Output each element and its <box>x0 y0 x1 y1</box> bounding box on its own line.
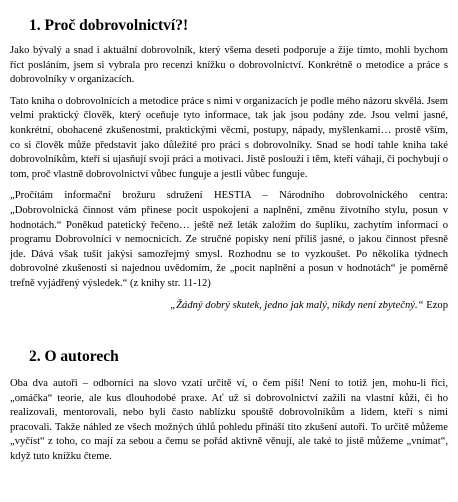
paragraph-book-opinion: Tato kniha o dobrovolnících a metodice práce s nimi v organizacích je podle mého názoru skvělá. Jsem velmi praktický člověk, který oceňuje tyto informace, tak jak jsou podány zde. Jsou velmi jasné, konkrétní, obohacené zkušenostmi, praktickými věcmi, postupy, nápady, myšlenkami… prostě vším, co si člověk může představit jako důležité pro práci s dobrovolníky. Snad se hodí tahle kniha také dobrovolníkům, kteří si ujasňují svoji práci a motivaci. Jistě poslouží i těm, kteří váhají, či pochybují o tom, proč vlastně dobrovolnictví vůbec funguje a jestli vůbec funguje. <box>10 95 448 180</box>
paragraph-authors: Oba dva autoři – odborníci na slovo vzatí určitě ví, o čem píší! Není to totiž jen, mohu-li říci, „omáčka“ teorie, ale kus dlouhodobé praxe. Ať už si dobrovolnictví zažili na vlastní kůži, či ho realizovali, mentorovali, nebo byli často nablízku spouště dobrovolníkům a lidem, kteří s nimi pracovali. Takže náhled ze všech možných úhlů pohledu přináší tito zkušení autoři. To určitě můžeme „vyčíst“ z toho, co mají za sebou a čemu se pořád aktivně věnují, ale také to jistě můžeme „vnímat“, když tuto knížku čteme. <box>10 378 448 463</box>
epigraph-text: „Žádný dobrý skutek, jedno jak malý, nikdy není zbytečný.“ <box>170 299 424 311</box>
paragraph-intro: Jako bývalý a snad i aktuální dobrovolník, který všema deseti podporuje a žije tímto, mohli bychom říct posláním, jsem si vybrala pro recenzi knížku o dobrovolnictví. Konkrétně o metodice a práce s dobrovolníky v organizacích. <box>10 45 448 86</box>
section-heading-why-volunteering: 1. Proč dobrovolnictví?! <box>29 17 189 34</box>
section-heading-about-authors: 2. O autorech <box>29 348 119 366</box>
epigraph-author: Ezop <box>426 299 448 311</box>
paragraph-book-quote: „Pročítám informační brožuru sdružení HESTIA – Národního dobrovolnického centra: „Dobrovolnická činnost vám přinese pocit uspokojení a naplnění, změnu životního stylu, posun v hodnotách.“ Poněkud patetický řečeno… ještě než leták založím do šuplíku, zachytím informaci o programu Dobrovolníci v nemocnicích. Ze stručné popisky není příliš jasné, o jakou činnost přesně jde. Dává však tušit jakýsi samozřejmý smysl. Rozhodnu se to vyzkoušet. Po několika týdnech dobrovolné zkušenosti si najednou uvědomím, že „pocit naplnění a posun v hodnotách“ je poměrně trefně vyjádřený výsledek.“ (z knihy str. 11-12) <box>10 190 448 289</box>
epigraph-quote <box>10 299 448 314</box>
